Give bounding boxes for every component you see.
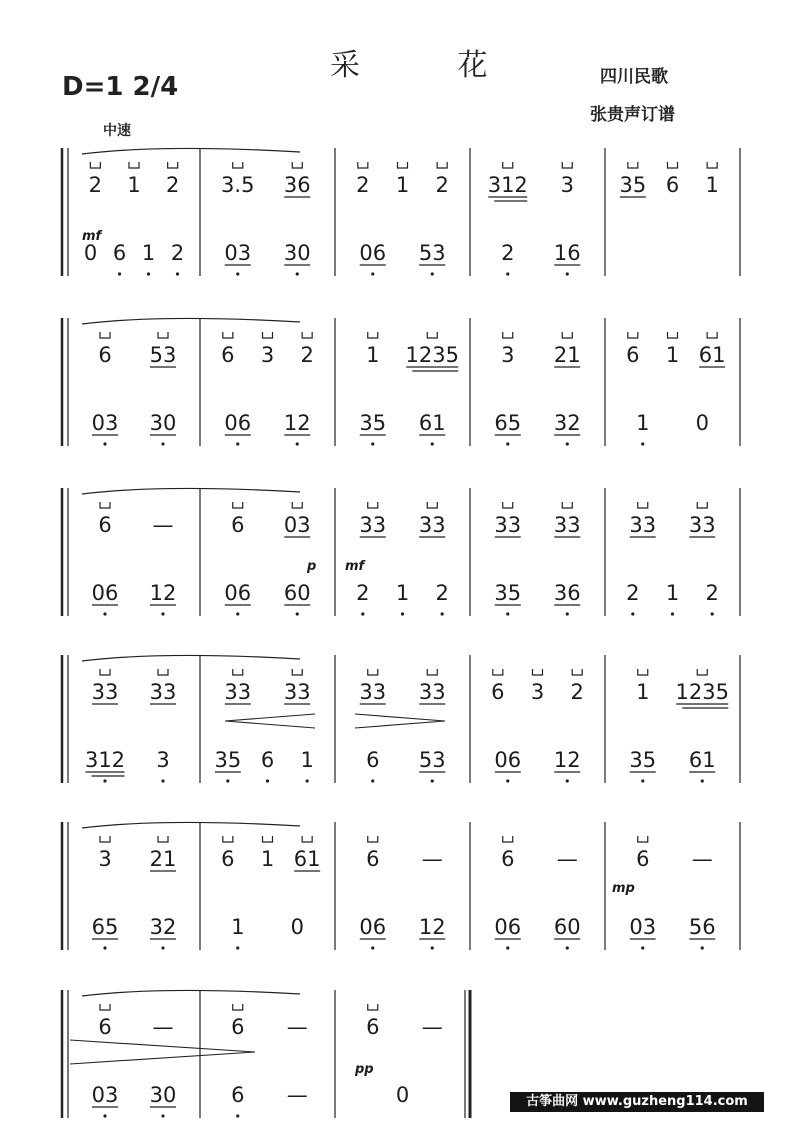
score-note: 2 <box>435 173 449 197</box>
score-note: 12 <box>553 748 581 772</box>
fingering-mark <box>368 836 378 842</box>
phrase-slur <box>82 655 300 661</box>
fingering-mark <box>638 502 648 508</box>
fingering-mark <box>368 669 378 675</box>
score-note: 6 <box>626 343 640 367</box>
fingering-mark <box>697 502 707 508</box>
octave-dot <box>401 612 404 615</box>
fingering-mark <box>628 332 638 338</box>
fingering-mark <box>100 502 110 508</box>
score-note: 33 <box>91 680 119 704</box>
score-note: 33 <box>149 680 177 704</box>
song-title: 采 花 <box>330 48 532 83</box>
octave-dot <box>506 442 509 445</box>
score-note: 0 <box>395 1083 410 1107</box>
score-note: 03 <box>91 1083 119 1107</box>
score-note: 06 <box>359 241 387 265</box>
octave-dot <box>431 779 434 782</box>
octave-dot <box>506 946 509 949</box>
octave-dot <box>161 779 164 782</box>
score-note: 312 <box>84 748 126 772</box>
score-note: 2 <box>356 173 370 197</box>
score-note: 35 <box>214 748 242 772</box>
fingering-mark <box>292 162 302 168</box>
score-note: 2 <box>626 581 640 605</box>
score-note: 06 <box>91 581 119 605</box>
fingering-mark <box>90 162 100 168</box>
phrase-slur <box>82 488 300 494</box>
score-note: 06 <box>494 915 522 939</box>
octave-dot <box>161 442 164 445</box>
fingering-mark <box>427 502 437 508</box>
octave-dot <box>566 946 569 949</box>
octave-dot <box>103 612 106 615</box>
score-note: 1 <box>705 173 719 197</box>
octave-dot <box>176 272 179 275</box>
score-note: 33 <box>418 680 446 704</box>
octave-dot <box>566 272 569 275</box>
score-note: 30 <box>283 241 311 265</box>
dynamic-marking: pp <box>355 1062 374 1077</box>
key-signature: D=1 2/4 <box>62 72 179 102</box>
score-note: 6 <box>491 680 505 704</box>
score-note: 61 <box>688 748 716 772</box>
octave-dot <box>236 1114 239 1117</box>
fingering-mark <box>263 836 273 842</box>
fingering-mark <box>503 502 513 508</box>
fingering-mark <box>503 332 513 338</box>
score-note: 3 <box>98 847 112 871</box>
fingering-mark <box>628 162 638 168</box>
octave-dot <box>701 946 704 949</box>
fingering-mark <box>503 162 513 168</box>
phrase-slur <box>82 318 300 324</box>
fingering-mark <box>493 669 503 675</box>
score-note: 6 <box>636 847 650 871</box>
score-note: 61 <box>418 411 446 435</box>
score-note: 6 <box>665 173 680 197</box>
score-note: 32 <box>149 915 177 939</box>
fingering-mark <box>562 502 572 508</box>
score-note: 6 <box>366 847 380 871</box>
octave-dot <box>161 1114 164 1117</box>
octave-dot <box>431 442 434 445</box>
score-note: 2 <box>88 173 103 197</box>
octave-dot <box>431 946 434 949</box>
score-note: 06 <box>224 581 252 605</box>
octave-dot <box>711 612 714 615</box>
tempo-marking: 中速 <box>103 123 131 139</box>
score-note: 35 <box>359 411 387 435</box>
score-note: — <box>556 847 578 871</box>
fingering-mark <box>562 332 572 338</box>
score-note: 2 <box>356 581 370 605</box>
score-note: 1 <box>141 241 156 265</box>
octave-dot <box>236 946 239 949</box>
score-note: 33 <box>629 513 657 537</box>
octave-dot <box>371 442 374 445</box>
score-note: 1 <box>366 343 380 367</box>
score-note: 12 <box>149 581 177 605</box>
score-note: 53 <box>149 343 177 367</box>
octave-dot <box>631 612 634 615</box>
fingering-mark <box>302 836 312 842</box>
score-note: 2 <box>501 241 515 265</box>
score-note: 6 <box>231 513 245 537</box>
octave-dot <box>506 612 509 615</box>
fingering-mark <box>292 502 302 508</box>
phrase-slur <box>82 990 300 996</box>
phrase-slur <box>82 822 300 828</box>
fingering-mark <box>707 332 717 338</box>
score-note: 6 <box>260 748 275 772</box>
decrescendo-hairpin <box>70 1040 255 1064</box>
score-note: 33 <box>688 513 716 537</box>
fingering-mark <box>697 669 707 675</box>
fingering-mark <box>302 332 312 338</box>
octave-dot <box>566 612 569 615</box>
octave-dot <box>296 442 299 445</box>
score-note: 6 <box>231 1083 245 1107</box>
score-note: 3 <box>501 343 515 367</box>
score-note: 06 <box>359 915 387 939</box>
score-note: 6 <box>98 343 112 367</box>
fingering-mark <box>233 502 243 508</box>
score-note: 65 <box>91 915 119 939</box>
score-note: 36 <box>553 581 581 605</box>
score-note: 32 <box>553 411 581 435</box>
score-system <box>62 318 740 446</box>
site-watermark: 古筝曲网 www.guzheng114.com <box>510 1092 764 1112</box>
fingering-mark <box>223 332 233 338</box>
score-note: 1 <box>636 411 650 435</box>
score-note: 33 <box>359 513 387 537</box>
score-note: 33 <box>283 680 311 704</box>
score-note: 53 <box>418 241 446 265</box>
score-note: — <box>421 1015 443 1039</box>
score-note: 03 <box>629 915 657 939</box>
score-note: 06 <box>494 748 522 772</box>
score-note: 53 <box>418 748 446 772</box>
score-note: 2 <box>300 343 314 367</box>
score-note: 1 <box>300 748 314 772</box>
fingering-mark <box>437 162 447 168</box>
score-system <box>62 655 740 783</box>
score-note: 33 <box>553 513 581 537</box>
score-note: 03 <box>283 513 311 537</box>
score-note: 312 <box>487 173 528 197</box>
score-note: — <box>286 1015 308 1039</box>
score-note: 1 <box>260 847 275 871</box>
score-note: 6 <box>98 1015 112 1039</box>
crescendo-hairpin <box>225 714 315 728</box>
score-note: 1 <box>231 915 245 939</box>
score-note: 21 <box>149 847 177 871</box>
score-note: 60 <box>553 915 581 939</box>
score-note: 0 <box>83 241 98 265</box>
fingering-mark <box>100 1004 110 1010</box>
octave-dot <box>296 612 299 615</box>
score-note: 2 <box>435 581 449 605</box>
score-note: — <box>152 1015 174 1039</box>
fingering-mark <box>233 669 243 675</box>
octave-dot <box>103 946 106 949</box>
score-note: 1 <box>665 581 680 605</box>
score-note: 6 <box>366 748 380 772</box>
score-note: 1 <box>127 173 141 197</box>
octave-dot <box>506 779 509 782</box>
fingering-mark <box>668 332 678 338</box>
score-note: 0 <box>290 915 304 939</box>
score-note: 2 <box>705 581 719 605</box>
fingering-mark <box>638 669 648 675</box>
score-note: 61 <box>698 343 726 367</box>
fingering-mark <box>562 162 572 168</box>
fingering-mark <box>533 669 543 675</box>
score-note: 35 <box>619 173 647 197</box>
octave-dot <box>641 779 644 782</box>
octave-dot <box>641 946 644 949</box>
fingering-mark <box>292 669 302 675</box>
score-note: 3.5 <box>221 173 255 197</box>
score-note: 6 <box>501 847 515 871</box>
score-note: 1 <box>665 343 680 367</box>
fingering-mark <box>398 162 408 168</box>
octave-dot <box>361 612 364 615</box>
octave-dot <box>441 612 444 615</box>
fingering-mark <box>233 1004 243 1010</box>
fingering-mark <box>368 332 378 338</box>
fingering-mark <box>707 162 717 168</box>
score-note: 12 <box>283 411 311 435</box>
fingering-mark <box>233 162 243 168</box>
score-note: 3 <box>156 748 170 772</box>
octave-dot <box>431 272 434 275</box>
fingering-mark <box>668 162 678 168</box>
score-system <box>62 488 740 616</box>
decrescendo-hairpin <box>355 714 445 728</box>
score-note: — <box>286 1083 308 1107</box>
octave-dot <box>236 442 239 445</box>
octave-dot <box>641 442 644 445</box>
score-note: 0 <box>695 411 709 435</box>
fingering-mark <box>158 836 168 842</box>
fingering-mark <box>168 162 178 168</box>
score-note: 6 <box>231 1015 245 1039</box>
octave-dot <box>161 946 164 949</box>
fingering-mark <box>368 502 378 508</box>
score-note: 60 <box>283 581 311 605</box>
fingering-mark <box>572 669 582 675</box>
score-note: 35 <box>629 748 657 772</box>
score-note: 1 <box>636 680 650 704</box>
octave-dot <box>671 612 674 615</box>
score-note: 3 <box>260 343 275 367</box>
score-note: 2 <box>165 173 180 197</box>
octave-dot <box>103 779 106 782</box>
score-note: 3 <box>560 173 574 197</box>
octave-dot <box>103 442 106 445</box>
phrase-slur <box>82 148 300 154</box>
score-note: 6 <box>221 847 235 871</box>
score-system <box>62 822 740 950</box>
octave-dot <box>118 272 121 275</box>
dynamic-marking: mf <box>82 229 102 244</box>
octave-dot <box>506 272 509 275</box>
octave-dot <box>566 779 569 782</box>
score-note: 33 <box>359 680 387 704</box>
fingering-mark <box>129 162 139 168</box>
score-note: 65 <box>494 411 522 435</box>
fingering-mark <box>223 836 233 842</box>
fingering-mark <box>158 669 168 675</box>
fingering-mark <box>263 332 273 338</box>
octave-dot <box>236 272 239 275</box>
score-note: 12 <box>418 915 446 939</box>
score-note: — <box>421 847 443 871</box>
score-note: 6 <box>366 1015 380 1039</box>
octave-dot <box>103 1114 106 1117</box>
dynamic-marking: p <box>307 559 317 574</box>
octave-dot <box>306 779 309 782</box>
fingering-mark <box>158 332 168 338</box>
score-note: 2 <box>570 680 584 704</box>
octave-dot <box>161 612 164 615</box>
score-note: 03 <box>224 241 252 265</box>
score-note: 21 <box>553 343 581 367</box>
score-note: 56 <box>688 915 716 939</box>
score-note: 6 <box>221 343 235 367</box>
score-note: 1235 <box>675 680 729 704</box>
score-note: 36 <box>283 173 311 197</box>
octave-dot <box>701 779 704 782</box>
octave-dot <box>371 272 374 275</box>
score-note: 61 <box>293 847 321 871</box>
score-system <box>62 148 740 276</box>
fingering-mark <box>427 669 437 675</box>
score-note: 06 <box>224 411 252 435</box>
fingering-mark <box>100 836 110 842</box>
fingering-mark <box>638 836 648 842</box>
score-note: 16 <box>553 241 581 265</box>
score-note: 03 <box>91 411 119 435</box>
octave-dot <box>226 779 229 782</box>
fingering-mark <box>368 1004 378 1010</box>
score-note: 3 <box>530 680 545 704</box>
octave-dot <box>566 442 569 445</box>
score-system <box>62 990 470 1118</box>
score-note: 33 <box>494 513 522 537</box>
octave-dot <box>296 272 299 275</box>
score-note: 1 <box>395 581 410 605</box>
score-note: 35 <box>494 581 522 605</box>
score-note: 2 <box>170 241 185 265</box>
octave-dot <box>266 779 269 782</box>
fingering-mark <box>427 332 437 338</box>
score-note: 33 <box>418 513 446 537</box>
octave-dot <box>371 946 374 949</box>
fingering-mark <box>358 162 368 168</box>
octave-dot <box>371 779 374 782</box>
dynamic-marking: mf <box>345 559 365 574</box>
score-note: 30 <box>149 411 177 435</box>
score-note: — <box>691 847 713 871</box>
score-note: 33 <box>224 680 252 704</box>
score-note: 1235 <box>405 343 459 367</box>
fingering-mark <box>503 836 513 842</box>
fingering-mark <box>100 332 110 338</box>
score-note: 6 <box>112 241 127 265</box>
octave-dot <box>147 272 150 275</box>
score-note: — <box>152 513 174 537</box>
score-note: 6 <box>98 513 112 537</box>
fingering-mark <box>100 669 110 675</box>
score-note: 1 <box>395 173 410 197</box>
dynamic-marking: mp <box>612 881 635 896</box>
arranger-credit: 张贵声订谱 <box>590 105 675 125</box>
score-note: 30 <box>149 1083 177 1107</box>
octave-dot <box>236 612 239 615</box>
song-origin: 四川民歌 <box>600 67 668 87</box>
